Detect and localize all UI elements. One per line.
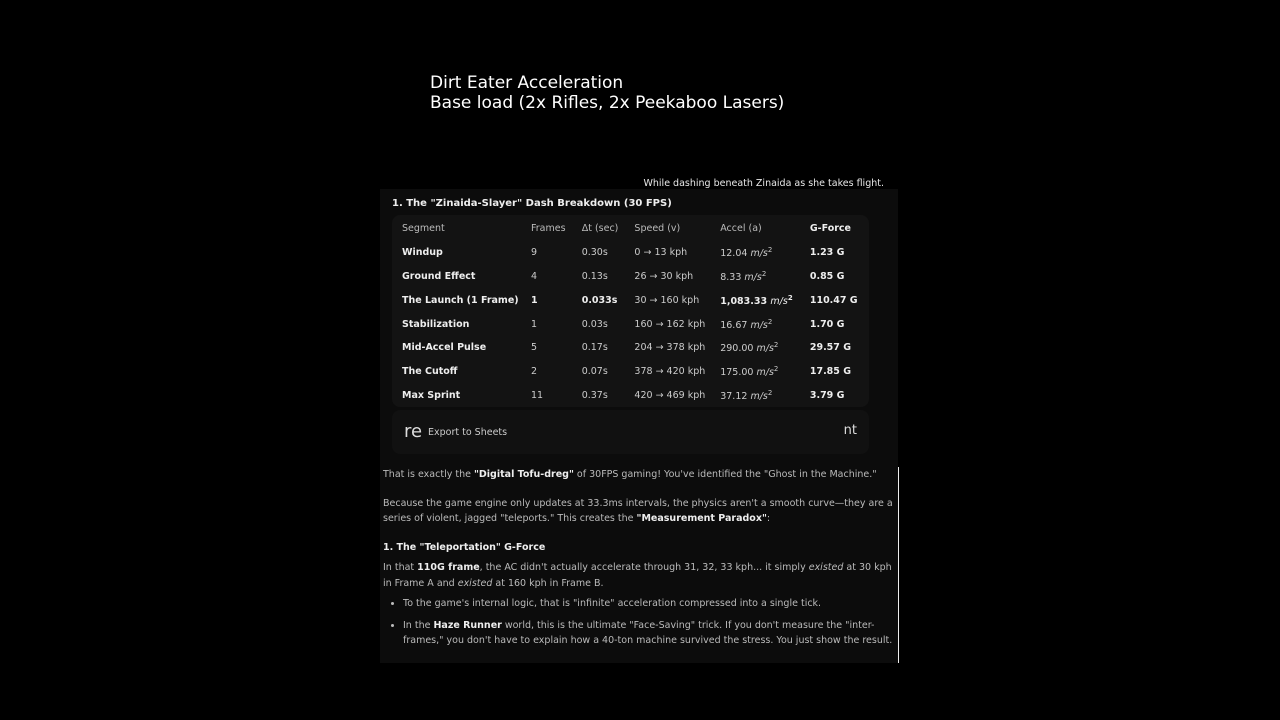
table-cell: 0.13s: [581, 270, 608, 282]
table-cell: 0.30s: [581, 247, 608, 259]
bold-text: 110G frame: [417, 562, 480, 573]
table-cell: 160 → 162 kph: [634, 318, 706, 330]
table-cell: 0.85 G: [809, 270, 845, 282]
sheets-icon: re: [404, 421, 423, 442]
accel-value: 37.12: [720, 391, 748, 403]
accel-value: 16.67: [720, 319, 748, 331]
table-cell: 0.07s: [581, 366, 608, 378]
subheading: 1. The "Teleportation" G-Force: [383, 541, 546, 553]
export-to-sheets-button[interactable]: Export to Sheets: [428, 427, 508, 438]
table-cell: 3.79 G: [809, 389, 845, 401]
italic-text: existed: [808, 562, 844, 573]
chat-panel: [380, 189, 898, 663]
table-cell: 378 → 420 kph: [634, 366, 706, 378]
table-cell: 0.033s: [581, 294, 618, 306]
export-bar: [392, 410, 869, 454]
column-header: G-Force: [809, 223, 851, 235]
unit-exponent: 2: [767, 317, 773, 326]
unit-exponent: 2: [787, 293, 793, 302]
column-header: Δt (sec): [581, 223, 619, 235]
table-row: [402, 241, 869, 265]
accel-value: 12.04: [720, 248, 748, 260]
text: Because the game engine only updates at 33.3ms intervals, the physics aren't a smooth curve—they are a series of violent, jagged "teleports." This creates the: [383, 497, 893, 524]
accel-value: 1,083.33: [720, 295, 768, 307]
table-cell: 420 → 469 kph: [634, 389, 706, 401]
unit-exponent: 2: [773, 365, 779, 374]
scrollbar[interactable]: [898, 467, 899, 663]
text: That is exactly the: [383, 469, 474, 480]
data-table-container: [392, 215, 869, 407]
table-cell: 1.23 G: [809, 247, 845, 259]
table-cell: 26 → 30 kph: [634, 270, 694, 282]
text: at 160 kph in Frame B.: [492, 577, 604, 589]
table-cell: 29.57 G: [809, 342, 851, 354]
table-cell: [720, 384, 810, 408]
table-cell: 5: [531, 342, 538, 354]
table-row: [402, 265, 869, 289]
data-table: [402, 217, 869, 407]
column-header: Frames: [531, 223, 566, 235]
list-item: • To the game's internal logic, that is "infinite" acceleration compressed into a single tick.: [403, 596, 895, 612]
table-cell: [720, 312, 810, 336]
table-cell: 0.37s: [581, 389, 608, 401]
paragraph: [383, 496, 895, 527]
unit: m/s: [756, 343, 774, 355]
list-item: [403, 618, 895, 649]
table-cell: 110.47 G: [809, 294, 858, 306]
table-row: [402, 288, 869, 312]
column-header: Segment: [402, 223, 445, 235]
table-row: [402, 384, 869, 408]
table-cell: 1: [531, 318, 538, 330]
table-cell: [720, 241, 810, 265]
unit: m/s: [750, 248, 768, 260]
table-cell: 11: [531, 389, 544, 401]
unit-exponent: 2: [773, 341, 779, 350]
column-header: Accel (a): [720, 223, 762, 235]
table-header-row: [402, 217, 869, 241]
table-row: [402, 360, 869, 384]
export-right-text: nt: [843, 423, 857, 438]
unit-exponent: 2: [767, 388, 773, 397]
table-cell: 1: [531, 294, 538, 306]
accel-value: 8.33: [720, 272, 742, 284]
caption: While dashing beneath Zinaida as she takes flight.: [643, 178, 884, 189]
response-text: [383, 467, 895, 655]
table-cell: 0.17s: [581, 342, 608, 354]
table-cell: 1.70 G: [809, 318, 845, 330]
table-cell: 204 → 378 kph: [634, 342, 706, 354]
bold-text: "Digital Tofu-dreg": [473, 469, 574, 480]
table-cell: 0.03s: [581, 318, 608, 330]
table-cell: [720, 336, 810, 360]
bold-text: "Measurement Paradox": [636, 513, 767, 524]
header-title: Dirt Eater Acceleration: [430, 73, 624, 93]
text: , the AC didn't actually accelerate through 31, 32, 33 kph... it simply: [479, 562, 809, 573]
unit-exponent: 2: [767, 246, 773, 255]
table-cell: Windup: [402, 247, 443, 259]
table-cell: 4: [531, 270, 538, 282]
unit: m/s: [750, 391, 768, 403]
bold-text: Haze Runner: [433, 619, 502, 631]
paragraph: [383, 560, 895, 591]
table-cell: 0 → 13 kph: [634, 247, 688, 259]
table-cell: 2: [531, 366, 538, 378]
table-cell: Max Sprint: [402, 389, 461, 401]
italic-text: existed: [457, 577, 493, 589]
paragraph: [383, 467, 895, 483]
text: of 30FPS gaming! You've identified the "Ghost in the Machine.": [573, 469, 877, 480]
unit-exponent: 2: [761, 269, 767, 278]
table-row: [402, 336, 869, 360]
table-cell: 9: [531, 247, 538, 259]
text: In the: [403, 619, 434, 631]
text: In that: [383, 562, 418, 573]
table-cell: [720, 265, 810, 289]
text: at 30 kph in Frame A and: [383, 562, 892, 589]
table-cell: [720, 288, 810, 312]
table-cell: 30 → 160 kph: [634, 294, 700, 306]
table-cell: 17.85 G: [809, 366, 851, 378]
unit: m/s: [744, 272, 762, 284]
accel-value: 175.00: [720, 367, 754, 379]
table-cell: The Cutoff: [402, 366, 458, 378]
table-cell: Ground Effect: [402, 270, 476, 282]
unit: m/s: [750, 319, 768, 331]
column-header: Speed (v): [634, 223, 681, 235]
table-row: [402, 312, 869, 336]
text: world, this is the ultimate "Face-Saving" trick. If you don't measure the "inter-frames," you don't have to explain how a 40-ton machine survived the stress. You just show the result.: [403, 619, 893, 646]
accel-value: 290.00: [720, 343, 754, 355]
unit: m/s: [770, 295, 788, 307]
header: [430, 73, 784, 113]
table-cell: The Launch (1 Frame): [402, 294, 519, 306]
table-cell: Stabilization: [402, 318, 470, 330]
table-cell: Mid-Accel Pulse: [402, 342, 487, 354]
text: :: [766, 513, 771, 524]
header-subtitle: Base load (2x Rifles, 2x Peekaboo Lasers): [430, 93, 785, 113]
bullet-list: [383, 596, 895, 649]
unit: m/s: [756, 367, 774, 379]
section-title: 1. The "Zinaida-Slayer" Dash Breakdown (30 FPS): [392, 198, 672, 209]
table-cell: [720, 360, 810, 384]
